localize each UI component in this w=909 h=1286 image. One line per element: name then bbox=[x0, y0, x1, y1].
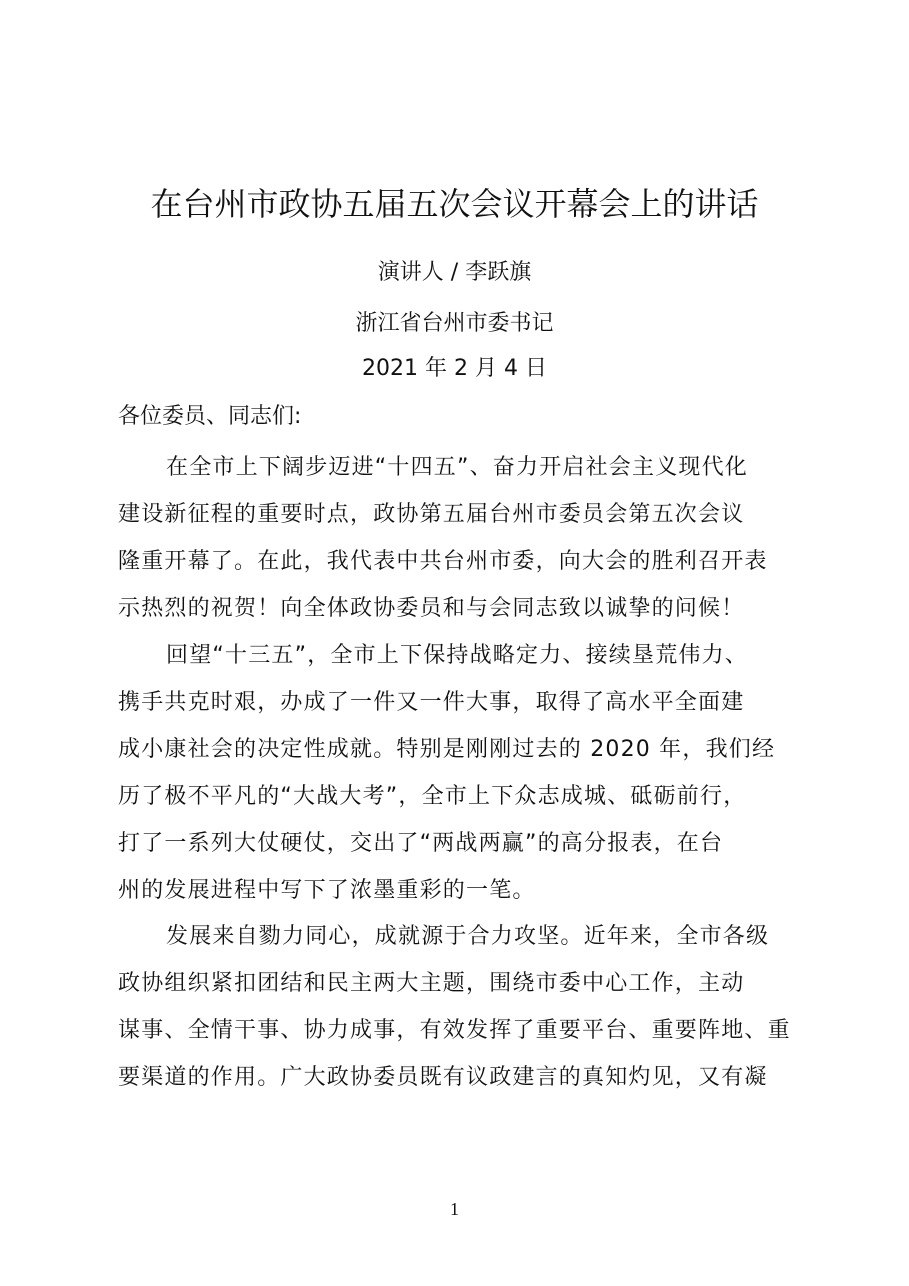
paragraph-line: 携手共克时艰，办成了一件又一件大事，取得了高水平全面建 bbox=[118, 690, 745, 715]
speaker-line: 演讲人 / 李跃旗 bbox=[377, 260, 532, 285]
speaker-position: 浙江省台州市委书记 bbox=[355, 311, 554, 336]
paragraph-line: 历了极不平凡的“大战大考”，全市上下众志成城、砥砺前行， bbox=[118, 784, 747, 809]
page-number: 1 bbox=[450, 1199, 459, 1219]
paragraph-line: 打了一系列大仗硬仗，交出了“两战两赢”的高分报表，在台 bbox=[118, 831, 724, 856]
salutation: 各位委员、同志们: bbox=[118, 404, 302, 429]
paragraph-line: 隆重开幕了。在此，我代表中共台州市委，向大会的胜利召开表 bbox=[118, 549, 768, 574]
paragraph-line: 在全市上下阔步迈进“十四五”、奋力开启社会主义现代化 bbox=[166, 455, 748, 480]
paragraph-1 bbox=[118, 444, 793, 632]
speech-date: 2021 年 2 月 4 日 bbox=[362, 356, 547, 381]
paragraph-line: 州的发展进程中写下了浓墨重彩的一笔。 bbox=[118, 878, 536, 903]
paragraph-line: 发展来自勠力同心，成就源于合力攻坚。近年来，全市各级 bbox=[166, 924, 770, 949]
paragraph-3 bbox=[118, 913, 793, 1101]
paragraph-line: 示热烈的祝贺！向全体政协委员和与会同志致以诚挚的问候！ bbox=[118, 596, 745, 621]
paragraph-line: 回望“十三五”，全市上下保持战略定力、接续垦荒伟力、 bbox=[166, 643, 748, 668]
paragraph-line: 成小康社会的决定性成就。特别是刚刚过去的 2020 年，我们经 bbox=[118, 737, 776, 762]
paragraph-line: 建设新征程的重要时点，政协第五届台州市委员会第五次会议 bbox=[118, 502, 745, 527]
document-title: 在台州市政协五届五次会议开幕会上的讲话 bbox=[150, 185, 759, 223]
paragraph-2 bbox=[118, 632, 793, 914]
paragraph-line: 谋事、全情干事、协力成事，有效发挥了重要平台、重要阵地、重 bbox=[118, 1018, 791, 1043]
paragraph-line: 政协组织紧扣团结和民主两大主题，围绕市委中心工作，主动 bbox=[118, 971, 745, 996]
paragraph-line: 要渠道的作用。广大政协委员既有议政建言的真知灼见，又有凝 bbox=[118, 1065, 768, 1090]
